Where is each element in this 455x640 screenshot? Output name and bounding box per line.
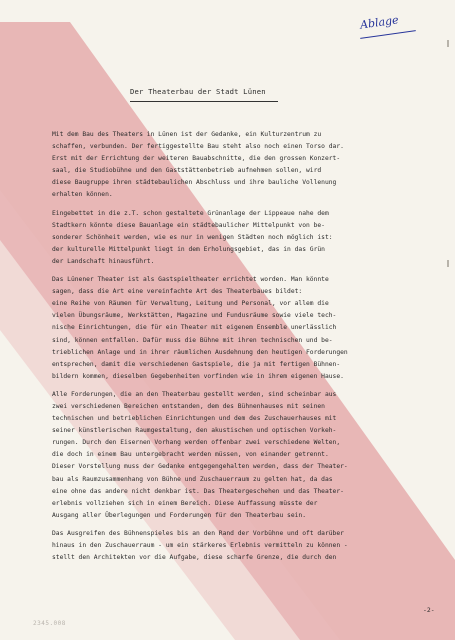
- text-line: Mit dem Bau des Theaters in Lünen ist der Gedanke, ein Kulturzentrum zu: [52, 131, 322, 138]
- text-line: eine Reihe von Räumen für Verwaltung, Leitung und Personal, vor allem die: [52, 300, 329, 308]
- text-line: hinaus in den Zuschauerraum - um ein stärkeres Erlebnis vermitteln zu können -: [52, 542, 348, 549]
- text-line: vielen Übungsräume, Werkstätten, Magazine und Fundusräume sowie viele tech-: [52, 312, 337, 320]
- text-line: erlebnis vollziehen sich in einem Bereich. Diese Auffassung müsste der: [52, 499, 318, 507]
- text-line: Erst mit der Errichtung der weiteren Bauabschnitte, die den grossen Konzert-: [52, 155, 341, 163]
- text-line: zwei verschiedenen Bereichen entstanden, dem des Bühnenhauses mit seinen: [52, 402, 325, 410]
- handwritten-annotation: Ablage: [359, 13, 400, 32]
- text-line: Ausgang aller Überlegungen und Forderungen für den Theaterbau sein.: [52, 511, 307, 519]
- text-line: eine ohne das andere nicht denkbar ist. Das Theatergeschehen und das Theater-: [52, 487, 344, 495]
- text-line: Stadtkern könnte diese Bauanlage ein städtebaulicher Mittelpunkt von be-: [52, 221, 325, 229]
- pencil-note: 2345.008: [33, 620, 66, 627]
- paragraph: [52, 528, 452, 564]
- text-line: bildern kommen, dieselben Gegebenheiten vorfinden wie in ihrem eigenen Hause.: [52, 372, 344, 380]
- document-title: Der Theaterbau der Stadt Lünen: [130, 87, 266, 96]
- text-line: rungen. Durch den Eisernen Vorhang werden offenbar zwei verschiedene Welten,: [52, 439, 341, 447]
- text-line: erhalten können.: [52, 191, 113, 199]
- text-line: technischen und betrieblichen Einrichtungen und dem des Zuschauerhauses mit: [52, 415, 337, 423]
- text-line: Das Lünener Theater ist als Gastspieltheater errichtet worden. Man könnte: [52, 276, 329, 284]
- text-line: der Landschaft hinausführt.: [52, 257, 155, 265]
- text-line: entsprechen, damit die verschiedenen Gastspiele, die ja mit fertigen Bühnen-: [52, 360, 341, 368]
- body-text: [52, 129, 452, 564]
- text-line: stellt den Architekten vor die Aufgabe, diese scharfe Grenze, die durch den: [52, 554, 337, 562]
- text-line: saal, die Studiobühne und den Gaststättenbetrieb aufnehmen sollen, wird: [52, 167, 322, 175]
- text-line: sonderer Schönheit werden, wie es nur in wenigen Städten noch möglich ist:: [52, 233, 333, 241]
- punch-mark: [447, 40, 449, 47]
- text-line: nische Einrichtungen, die für ein Theater mit eigenem Ensemble unerlässlich: [52, 324, 337, 332]
- text-line: diese Baugruppe ihren städtebaulichen Abschluss und ihre bauliche Vollenung: [52, 179, 337, 187]
- text-line: sagen, dass die Art eine vereinfachte Art des Theaterbaues bildet:: [52, 288, 303, 296]
- paragraph: [52, 129, 452, 202]
- text-line: seiner künstlerischen Raumgestaltung, den akustischen und optischen Vorkeh-: [52, 427, 337, 435]
- text-line: sind, können entfallen. Dafür muss die Bühne mit ihren technischen und be-: [52, 336, 333, 344]
- text-line: trieblichen Anlage und in ihrer räumlichen Ausdehnung den heutigen Forderungen: [52, 348, 348, 356]
- text-line: schaffen, verbunden. Der fertiggestellte Bau steht also noch einen Torso dar.: [52, 143, 344, 151]
- page-number: -2-: [423, 606, 435, 614]
- title-underline: [130, 101, 278, 102]
- text-line: Alle Forderungen, die an den Theaterbau gestellt werden, sind scheinbar aus: [52, 390, 337, 398]
- text-line: Eingebettet in die z.T. schon gestaltete Grünanlage der Lippeaue nahe dem: [52, 209, 329, 217]
- text-line: bau als Raumzusammenhang von Bühne und Zuschauerraum zu gelten hat, da das: [52, 475, 333, 483]
- paragraph: [52, 208, 452, 268]
- paragraph: [52, 389, 452, 522]
- paragraph: [52, 274, 452, 383]
- text-line: die doch in einem Bau untergebracht werden müssen, von einander getrennt.: [52, 451, 329, 459]
- text-line: Dieser Vorstellung muss der Gedanke entgegengehalten werden, dass der Theater-: [52, 463, 348, 471]
- text-line: der kulturelle Mittelpunkt liegt in dem Erholungsgebiet, das in das Grün: [52, 245, 325, 253]
- text-line: Das Ausgreifen des Bühnenspieles bis an den Rand der Vorbühne und oft darüber: [52, 529, 344, 537]
